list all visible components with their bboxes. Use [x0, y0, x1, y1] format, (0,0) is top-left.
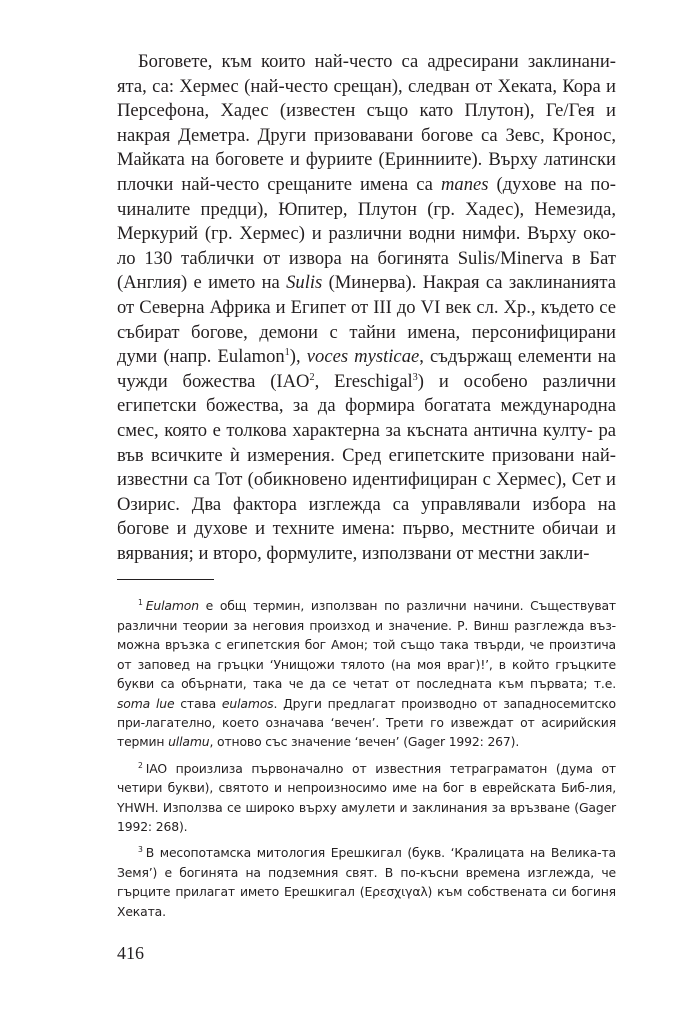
footnote-text: е общ термин, използван по различни начини. Съществуват различни теории за неговия произход и значение. Р. Винш разглежда въз-можна връзка с египетския бог Амон; той също така твърди, че произтича от заповед на гръцки ‘Унищожи тялото (на моя враг)!’, в който гръцките букви са обърнати, така че да се четат от последната към първата; т.е.	[117, 598, 616, 692]
main-line: думи (напр. Eulamon	[117, 346, 285, 368]
main-line: от Северна Африка и Египет от III до VI век сл. Хр., където	[117, 296, 595, 318]
main-line: Майката на боговете и фуриите (Еринниите). Върху латински	[117, 149, 616, 171]
main-line: (духове на по-	[488, 173, 616, 195]
footnote-text: става	[174, 695, 222, 711]
page-number: 416	[117, 943, 144, 963]
main-line: се събират богове, демони с тайни имена, персонифицирани	[117, 296, 616, 343]
main-line: ята, са: Хермес (най-често срещан), следван от Хеката, Кора	[117, 75, 601, 97]
main-line: Меркурий (гр. Хермес) и различни водни нимфи. Върху око-	[117, 223, 616, 245]
footnote-2	[117, 759, 616, 837]
footnote-text: , отново със значение ‘вечен’ (Gager 1992: 267).	[209, 734, 520, 750]
footnote-text: IAO произлиза първоначално от известния тетраграматон (дума от четири букви), святото и непроизносимо име на бог в еврейската Биб-лия, YHWH. Използва се широко върху амулети и заклинания за връзване (Gager 1992: 268).	[117, 760, 616, 834]
footnote-italic: soma lue	[117, 695, 175, 711]
footnote-ref-2[interactable]: 2	[309, 371, 315, 383]
main-line: , съдържащ елементи	[419, 346, 592, 368]
main-line: Боговете, към които най-често са адресирани заклинани-	[138, 51, 616, 72]
main-line: смес, която е толкова характерна за късната антична култу-	[117, 419, 593, 441]
main-line: накрая Деметра. Други призовавани богове са Зевс, Кронос,	[117, 124, 616, 146]
footnote-text: В месопотамска митология Ерешкигал (букв. ‘Кралицата на Велика-та Земя’) е богинята на подземния свят. В по-късни времена изглежда, че гърците прилагат името Ерешкигал (Ερεσχιγαλ) към собствената си богиня Хеката.	[117, 845, 616, 919]
footnote-separator	[117, 579, 214, 580]
main-line: на богове и духове и техните имена: първо, местните обичаи	[117, 493, 616, 540]
italic-term-manes: manes	[440, 173, 489, 195]
main-line: , Ereschigal	[314, 370, 413, 392]
footnote-italic: Eulamon	[145, 598, 199, 614]
main-line: ),	[289, 346, 307, 368]
footnote-number: 2	[138, 760, 143, 770]
italic-term-voces-mysticae: voces mysticae	[306, 346, 420, 368]
footnote-3	[117, 843, 616, 921]
main-line: и вярвания; и второ, формулите, използвани от местни закли-	[117, 518, 616, 564]
footnote-text: . Други предлагат производно от западносемитско при-лагателно, което означава ‘вечен’. Трети го извеждат от асирийския термин	[117, 695, 616, 750]
footnote-number: 3	[138, 845, 143, 855]
footnote-number: 1	[138, 598, 143, 608]
italic-term-sulis: Sulis	[286, 272, 323, 294]
main-line: и Персефона, Хадес (известен също като Плутон), Ге/Гея и	[117, 75, 616, 122]
main-line: египетски божества, за да формира богатата международна	[117, 395, 616, 417]
main-line: ) и особено различни	[417, 370, 616, 392]
main-line: най-известни са Тот (обикновено идентифициран с Хермес),	[117, 444, 616, 491]
main-line: на чужди божества (IAO	[117, 346, 617, 392]
main-line: (Англия) е името на	[117, 272, 287, 294]
footnote-italic: ullamu	[168, 734, 210, 750]
footnote-ref-3[interactable]: 3	[412, 371, 418, 383]
main-line: плочки най-често срещаните имена са	[117, 173, 441, 195]
main-line: (Минерва). Накрая са заклинанията	[322, 272, 616, 294]
main-line: ло 130 таблички от извора на богинята Sulis/Minerva в Бат	[117, 247, 616, 269]
footnote-italic: eulamos	[221, 695, 274, 711]
main-line: ра във всичките ѝ измерения. Сред египетските призовани	[117, 419, 616, 466]
footnote-ref-1[interactable]: 1	[284, 346, 290, 358]
main-line: чиналите предци), Юпитер, Плутон (гр. Хадес), Немезида,	[117, 198, 616, 220]
footnote-1	[117, 596, 616, 751]
main-paragraph	[117, 50, 616, 566]
main-line: Сет и Озирис. Два фактора изглежда са управлявали избора	[117, 469, 617, 515]
footnotes-section	[117, 596, 616, 921]
